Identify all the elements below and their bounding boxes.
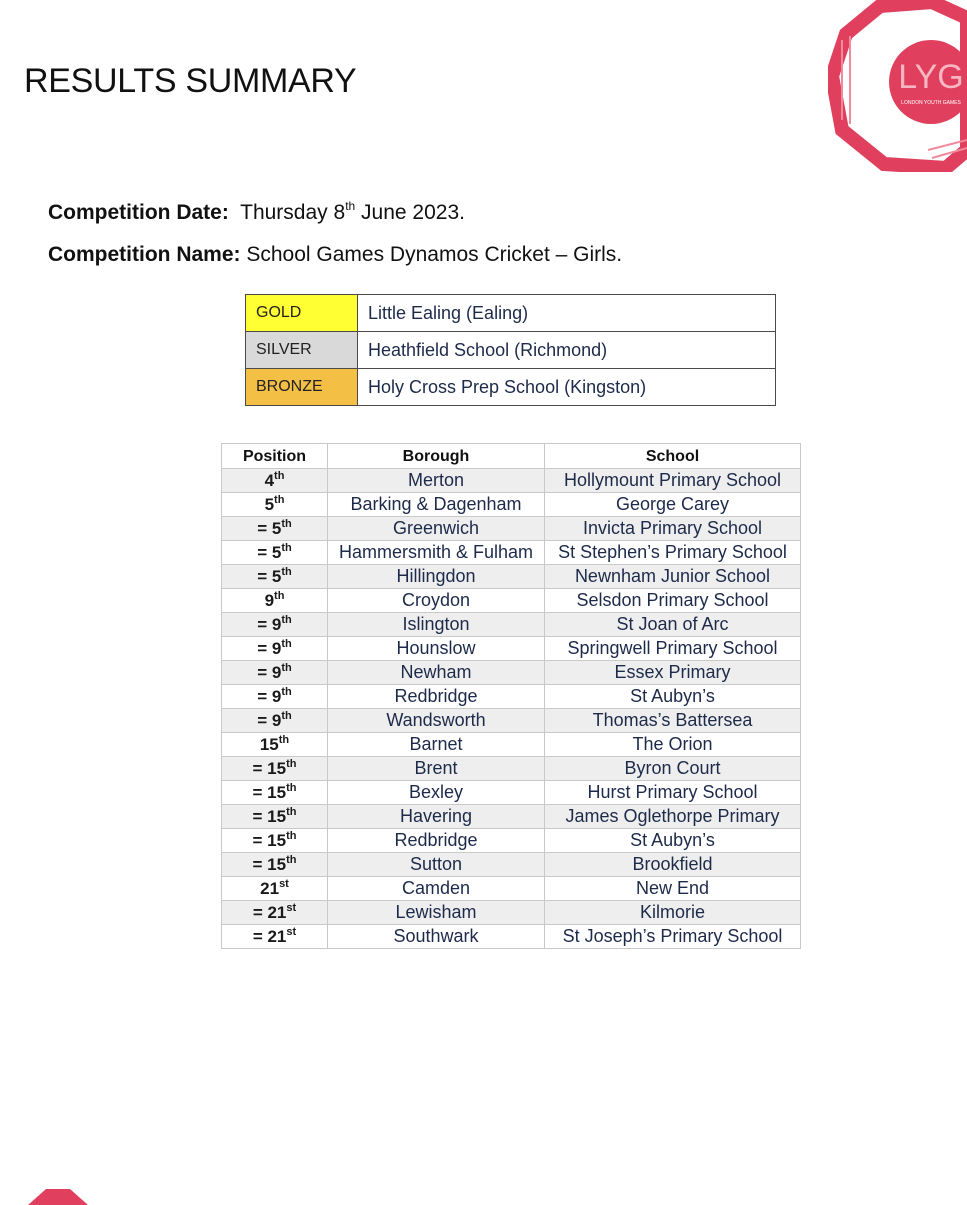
table-row — [222, 853, 801, 877]
school-cell: James Oglethorpe Primary — [545, 805, 801, 829]
medal-label: GOLD — [246, 295, 358, 332]
table-row — [222, 517, 801, 541]
medal-school: Holy Cross Prep School (Kingston) — [358, 369, 776, 406]
borough-cell: Lewisham — [328, 901, 545, 925]
borough-cell: Havering — [328, 805, 545, 829]
school-cell: The Orion — [545, 733, 801, 757]
table-row — [222, 925, 801, 949]
position-value: = 15 — [252, 783, 287, 802]
school-cell: Thomas’s Battersea — [545, 709, 801, 733]
competition-date-label: Competition Date: — [48, 201, 229, 224]
position-cell — [222, 589, 328, 613]
competition-date — [48, 201, 465, 225]
position-cell — [222, 757, 328, 781]
medal-label: BRONZE — [246, 369, 358, 406]
school-cell: Newnham Junior School — [545, 565, 801, 589]
school-cell: Hurst Primary School — [545, 781, 801, 805]
borough-cell: Bexley — [328, 781, 545, 805]
position-suffix: th — [281, 614, 292, 626]
corner-decoration — [28, 1185, 88, 1205]
school-cell: Selsdon Primary School — [545, 589, 801, 613]
position-suffix: th — [286, 830, 297, 842]
borough-cell: Merton — [328, 469, 545, 493]
position-cell — [222, 877, 328, 901]
borough-cell: Brent — [328, 757, 545, 781]
school-cell: Essex Primary — [545, 661, 801, 685]
position-cell — [222, 517, 328, 541]
competition-name-label: Competition Name: — [48, 243, 241, 266]
position-cell — [222, 709, 328, 733]
table-row — [222, 805, 801, 829]
results-table — [221, 443, 801, 949]
position-suffix: th — [281, 662, 292, 674]
logo-letters: LYG — [898, 58, 964, 96]
position-cell — [222, 829, 328, 853]
position-value: = 9 — [257, 687, 282, 706]
table-row — [222, 781, 801, 805]
borough-cell: Islington — [328, 613, 545, 637]
competition-name-value: School Games Dynamos Cricket – Girls. — [246, 243, 623, 266]
school-cell: St Joseph’s Primary School — [545, 925, 801, 949]
table-row — [222, 493, 801, 517]
borough-cell: Croydon — [328, 589, 545, 613]
position-cell — [222, 733, 328, 757]
position-cell — [222, 661, 328, 685]
position-value: 21 — [260, 879, 280, 898]
position-cell — [222, 541, 328, 565]
page-title: RESULTS SUMMARY — [24, 62, 357, 100]
position-value: = 15 — [252, 759, 287, 778]
medal-school: Little Ealing (Ealing) — [358, 295, 776, 332]
table-row — [222, 469, 801, 493]
table-row — [222, 661, 801, 685]
borough-cell: Barking & Dagenham — [328, 493, 545, 517]
position-value: 15 — [259, 735, 279, 754]
position-value: = 5 — [257, 543, 282, 562]
position-suffix: st — [279, 878, 289, 890]
position-cell — [222, 565, 328, 589]
table-row — [222, 709, 801, 733]
results-header-row — [222, 444, 801, 469]
school-cell: New End — [545, 877, 801, 901]
lyg-logo — [828, 0, 967, 172]
position-suffix: th — [281, 710, 292, 722]
position-suffix: th — [286, 782, 297, 794]
position-suffix: th — [281, 638, 292, 650]
position-cell — [222, 685, 328, 709]
medal-table — [245, 294, 776, 406]
borough-cell: Barnet — [328, 733, 545, 757]
table-row — [222, 757, 801, 781]
position-value: 5 — [264, 495, 275, 514]
competition-date-day: Thursday 8 — [240, 201, 346, 224]
borough-cell: Camden — [328, 877, 545, 901]
table-row — [222, 589, 801, 613]
logo-caption: LONDON YOUTH GAMES — [901, 100, 961, 106]
position-value: = 21 — [252, 903, 287, 922]
borough-cell: Redbridge — [328, 829, 545, 853]
header-position: Position — [222, 444, 328, 469]
position-cell — [222, 925, 328, 949]
school-cell: St Joan of Arc — [545, 613, 801, 637]
position-suffix: th — [286, 758, 297, 770]
position-value: = 15 — [252, 831, 287, 850]
table-row — [222, 565, 801, 589]
header-borough: Borough — [328, 444, 545, 469]
position-suffix: th — [281, 542, 292, 554]
position-value: = 9 — [257, 663, 282, 682]
borough-cell: Redbridge — [328, 685, 545, 709]
school-cell: St Aubyn’s — [545, 685, 801, 709]
position-suffix: th — [281, 566, 292, 578]
position-suffix: th — [274, 590, 285, 602]
borough-cell: Hammersmith & Fulham — [328, 541, 545, 565]
medal-row-gold — [246, 295, 776, 332]
position-suffix: th — [278, 734, 290, 746]
school-cell: Invicta Primary School — [545, 517, 801, 541]
position-suffix: st — [286, 926, 297, 938]
position-suffix: th — [274, 470, 285, 482]
borough-cell: Greenwich — [328, 517, 545, 541]
table-row — [222, 877, 801, 901]
school-cell: Hollymount Primary School — [545, 469, 801, 493]
position-value: = 15 — [252, 807, 287, 826]
position-suffix: th — [281, 518, 292, 530]
school-cell: St Stephen’s Primary School — [545, 541, 801, 565]
position-cell — [222, 901, 328, 925]
medal-label: SILVER — [246, 332, 358, 369]
competition-date-rest: June 2023. — [355, 201, 465, 224]
position-value: = 9 — [257, 711, 282, 730]
school-cell: George Carey — [545, 493, 801, 517]
position-value: = 21 — [252, 927, 287, 946]
position-suffix: th — [281, 686, 292, 698]
borough-cell: Newham — [328, 661, 545, 685]
position-cell — [222, 781, 328, 805]
competition-name — [48, 243, 622, 267]
position-value: = 5 — [257, 567, 282, 586]
borough-cell: Southwark — [328, 925, 545, 949]
table-row — [222, 541, 801, 565]
borough-cell: Sutton — [328, 853, 545, 877]
borough-cell: Hillingdon — [328, 565, 545, 589]
table-row — [222, 901, 801, 925]
school-cell: Byron Court — [545, 757, 801, 781]
position-cell — [222, 853, 328, 877]
position-suffix: th — [274, 494, 285, 506]
position-value: = 15 — [252, 855, 287, 874]
school-cell: Kilmorie — [545, 901, 801, 925]
position-cell — [222, 637, 328, 661]
position-value: = 9 — [257, 639, 282, 658]
position-cell — [222, 805, 328, 829]
position-value: 4 — [264, 471, 275, 490]
table-row — [222, 637, 801, 661]
position-cell — [222, 613, 328, 637]
borough-cell: Hounslow — [328, 637, 545, 661]
position-cell — [222, 469, 328, 493]
school-cell: Brookfield — [545, 853, 801, 877]
table-row — [222, 685, 801, 709]
medal-row-silver — [246, 332, 776, 369]
borough-cell: Wandsworth — [328, 709, 545, 733]
header-school: School — [545, 444, 801, 469]
position-value: = 5 — [257, 519, 282, 538]
position-suffix: th — [286, 854, 297, 866]
medal-row-bronze — [246, 369, 776, 406]
position-suffix: st — [286, 902, 297, 914]
table-row — [222, 613, 801, 637]
table-row — [222, 829, 801, 853]
position-value: 9 — [264, 591, 275, 610]
position-suffix: th — [286, 806, 297, 818]
school-cell: Springwell Primary School — [545, 637, 801, 661]
school-cell: St Aubyn’s — [545, 829, 801, 853]
table-row — [222, 733, 801, 757]
medal-school: Heathfield School (Richmond) — [358, 332, 776, 369]
position-cell — [222, 493, 328, 517]
competition-date-suffix: th — [345, 199, 356, 213]
position-value: = 9 — [257, 615, 282, 634]
